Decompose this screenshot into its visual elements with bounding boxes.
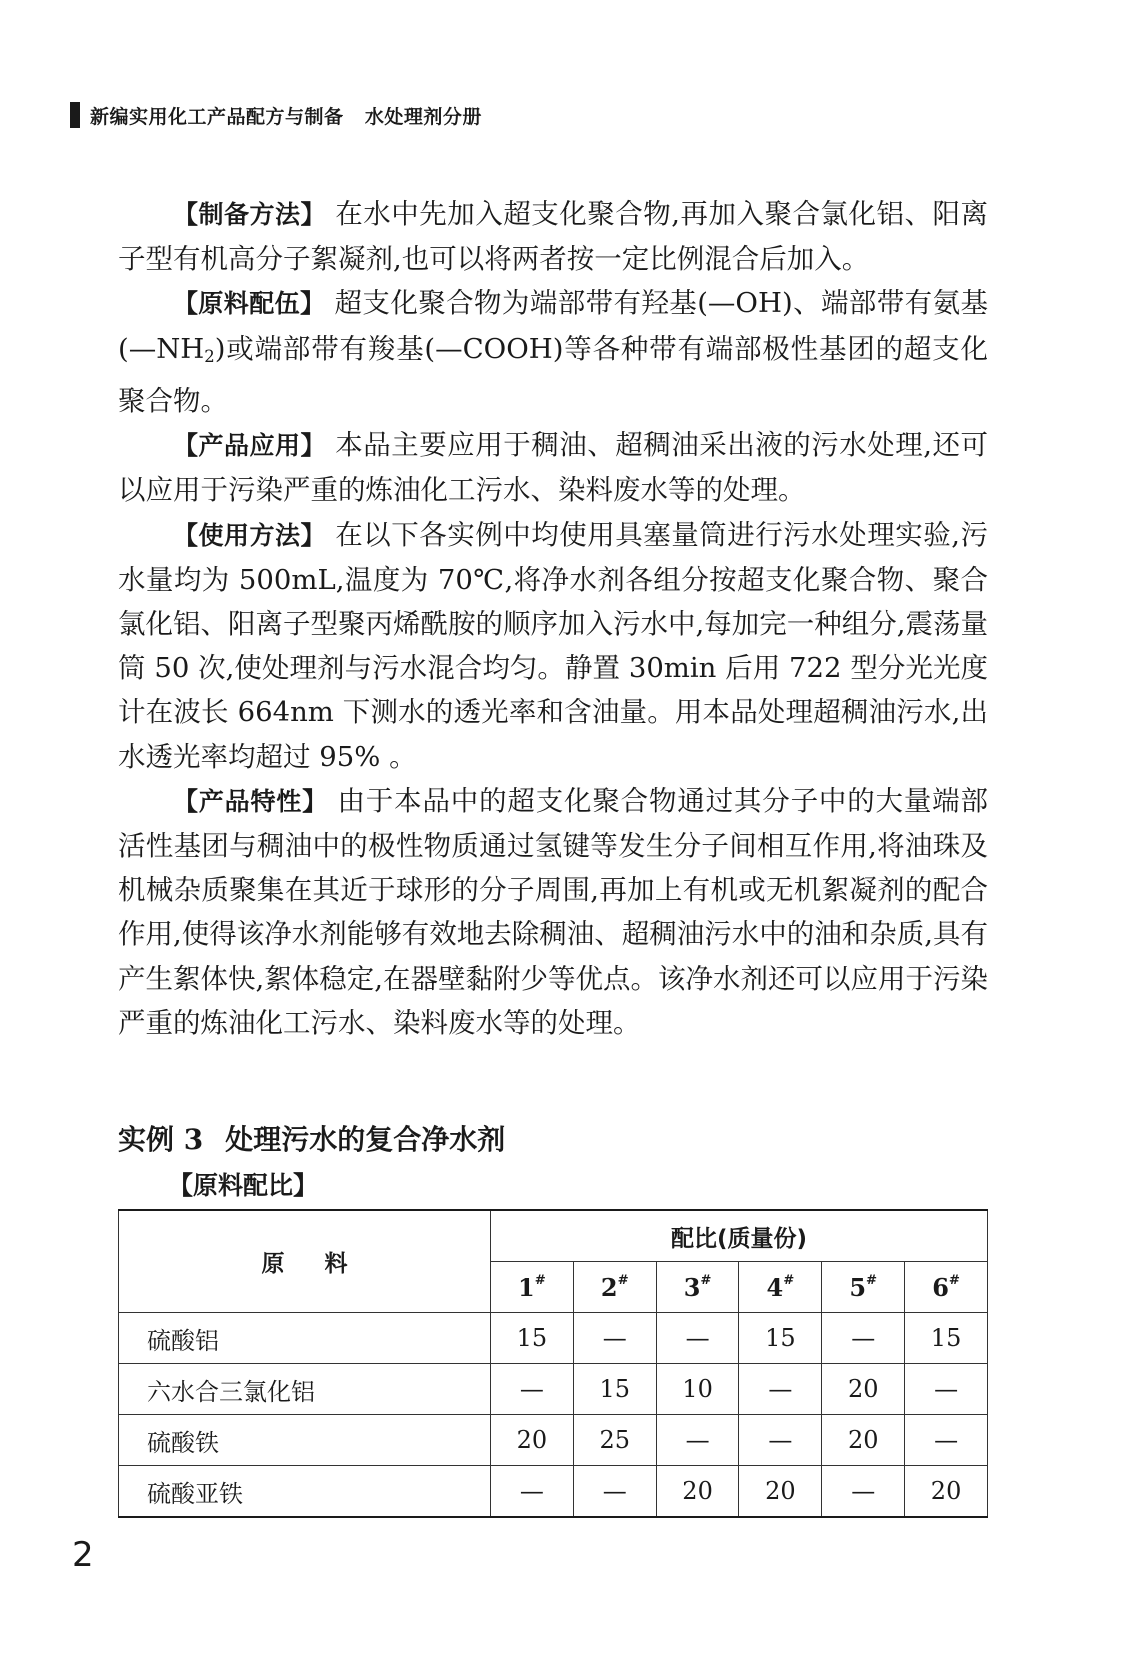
column-mark: #: [948, 1272, 960, 1288]
label-usage: 【使用方法】: [173, 520, 326, 550]
ratio-value: 10: [656, 1364, 739, 1415]
volume-title: 水处理剂分册: [364, 105, 482, 128]
text-preparation: 在水中先加入超支化聚合物,再加入聚合氯化铝、阳离子型有机高分子絮凝剂,也可以将两者按一定比例混合后加入。: [118, 198, 988, 276]
column-header-1: [491, 1262, 574, 1313]
ratio-value: —: [905, 1415, 988, 1466]
ratio-value: 15: [573, 1364, 656, 1415]
paragraph-features: [118, 779, 988, 1045]
column-header-3: [656, 1262, 739, 1313]
paragraph-preparation: [118, 192, 988, 281]
header-bar: [70, 102, 80, 128]
text-materials-b: )或端部带有羧基(—COOH)等各种带有端部极性基团的超支化聚合物。: [118, 332, 988, 417]
book-title: 新编实用化工产品配方与制备: [90, 105, 344, 128]
subscript-2: 2: [204, 346, 215, 366]
header-ratio: 配比(质量份): [491, 1210, 988, 1262]
column-mark: #: [700, 1272, 712, 1288]
ratio-value: —: [491, 1466, 574, 1518]
column-number: 6: [932, 1272, 949, 1302]
column-number: 3: [683, 1272, 701, 1302]
ratio-value: 20: [739, 1466, 822, 1518]
column-number: 1: [518, 1272, 535, 1302]
column-mark: #: [783, 1272, 795, 1288]
text-features: 由于本品中的超支化聚合物通过其分子中的大量端部活性基团与稠油中的极性物质通过氢键等发生分子间相互作用,将油珠及机械杂质聚集在其近于球形的分子周围,再加上有机或无机絮凝剂的配合作用,使得该净水剂能够有效地去除稠油、超稠油污水中的油和杂质,具有产生絮体快,絮体稳定,在器壁黏附少等优点。该净水剂还可以应用于污染严重的炼油化工污水、染料废水等的处理。: [118, 784, 988, 1039]
ratio-value: 20: [822, 1415, 905, 1466]
column-mark: #: [866, 1272, 878, 1288]
column-number: 5: [849, 1272, 867, 1302]
ratio-value: —: [905, 1364, 988, 1415]
ratio-value: —: [573, 1466, 656, 1518]
ratio-value: 15: [491, 1313, 574, 1364]
ratio-value: 25: [573, 1415, 656, 1466]
ratio-value: —: [656, 1415, 739, 1466]
ratio-value: —: [656, 1313, 739, 1364]
ratio-value: 20: [656, 1466, 739, 1518]
material-name: 硫酸亚铁: [119, 1466, 491, 1518]
table-header-row: [119, 1210, 988, 1262]
example-title: 处理污水的复合净水剂: [225, 1123, 506, 1156]
table-row: [119, 1466, 988, 1518]
ratio-value: —: [491, 1364, 574, 1415]
table-row: [119, 1313, 988, 1364]
table-body: [119, 1313, 988, 1518]
ratio-value: —: [822, 1466, 905, 1518]
column-header-2: [573, 1262, 656, 1313]
ratio-value: —: [739, 1415, 822, 1466]
column-mark: #: [534, 1272, 546, 1288]
page-number: 2: [72, 1535, 94, 1575]
example-heading: [118, 1118, 505, 1158]
label-materials: 【原料配伍】: [173, 289, 326, 319]
ratio-value: 20: [491, 1415, 574, 1466]
paragraph-materials: [118, 281, 988, 423]
ratio-value: 15: [905, 1313, 988, 1364]
column-number: 2: [600, 1272, 618, 1302]
column-mark: #: [617, 1272, 629, 1288]
ratio-value: —: [822, 1313, 905, 1364]
text-application: 本品主要应用于稠油、超稠油采出液的污水处理,还可以应用于污染严重的炼油化工污水、染料废水等的处理。: [118, 429, 988, 507]
text-materials-a: 超支化聚合物为端部带有羟基(—OH)、端部带有氨基(—NH: [118, 287, 988, 365]
section-label-ratio: 【原料配比】: [168, 1171, 319, 1200]
material-name: 硫酸铁: [119, 1415, 491, 1466]
ratio-value: 15: [739, 1313, 822, 1364]
material-name: 硫酸铝: [119, 1313, 491, 1364]
paragraph-application: [118, 423, 988, 512]
label-features: 【产品特性】: [173, 786, 328, 816]
ratio-value: —: [739, 1364, 822, 1415]
ratio-value: 20: [905, 1466, 988, 1518]
header-raw-material: 原料: [119, 1210, 491, 1313]
ratio-value: 20: [822, 1364, 905, 1415]
example-number: 实例 3: [118, 1123, 204, 1156]
running-header: [70, 100, 482, 130]
material-name: 六水合三氯化铝: [119, 1364, 491, 1415]
column-header-4: [739, 1262, 822, 1313]
column-number: 4: [766, 1272, 784, 1302]
table-row: [119, 1364, 988, 1415]
column-header-6: [905, 1262, 988, 1313]
column-header-5: [822, 1262, 905, 1313]
body-text: [118, 192, 988, 1045]
header-spacer: [344, 104, 365, 126]
label-application: 【产品应用】: [173, 431, 326, 461]
table-row: [119, 1415, 988, 1466]
recipe-table: [118, 1209, 988, 1518]
label-preparation: 【制备方法】: [173, 200, 326, 229]
ratio-value: —: [573, 1313, 656, 1364]
paragraph-usage: [118, 513, 988, 779]
text-usage: 在以下各实例中均使用具塞量筒进行污水处理实验,污水量均为 500mL,温度为 70℃,将净水剂各组分按超支化聚合物、聚合氯化铝、阳离子型聚丙烯酰胺的顺序加入污水中,每加完一种组分,震荡量筒 50 次,使处理剂与污水混合均匀。静置 30min 后用 722 型分光光度计在波长 664nm 下测水的透光率和含油量。用本品处理超稠油污水,出水透光率均超过 95% 。: [118, 518, 988, 773]
